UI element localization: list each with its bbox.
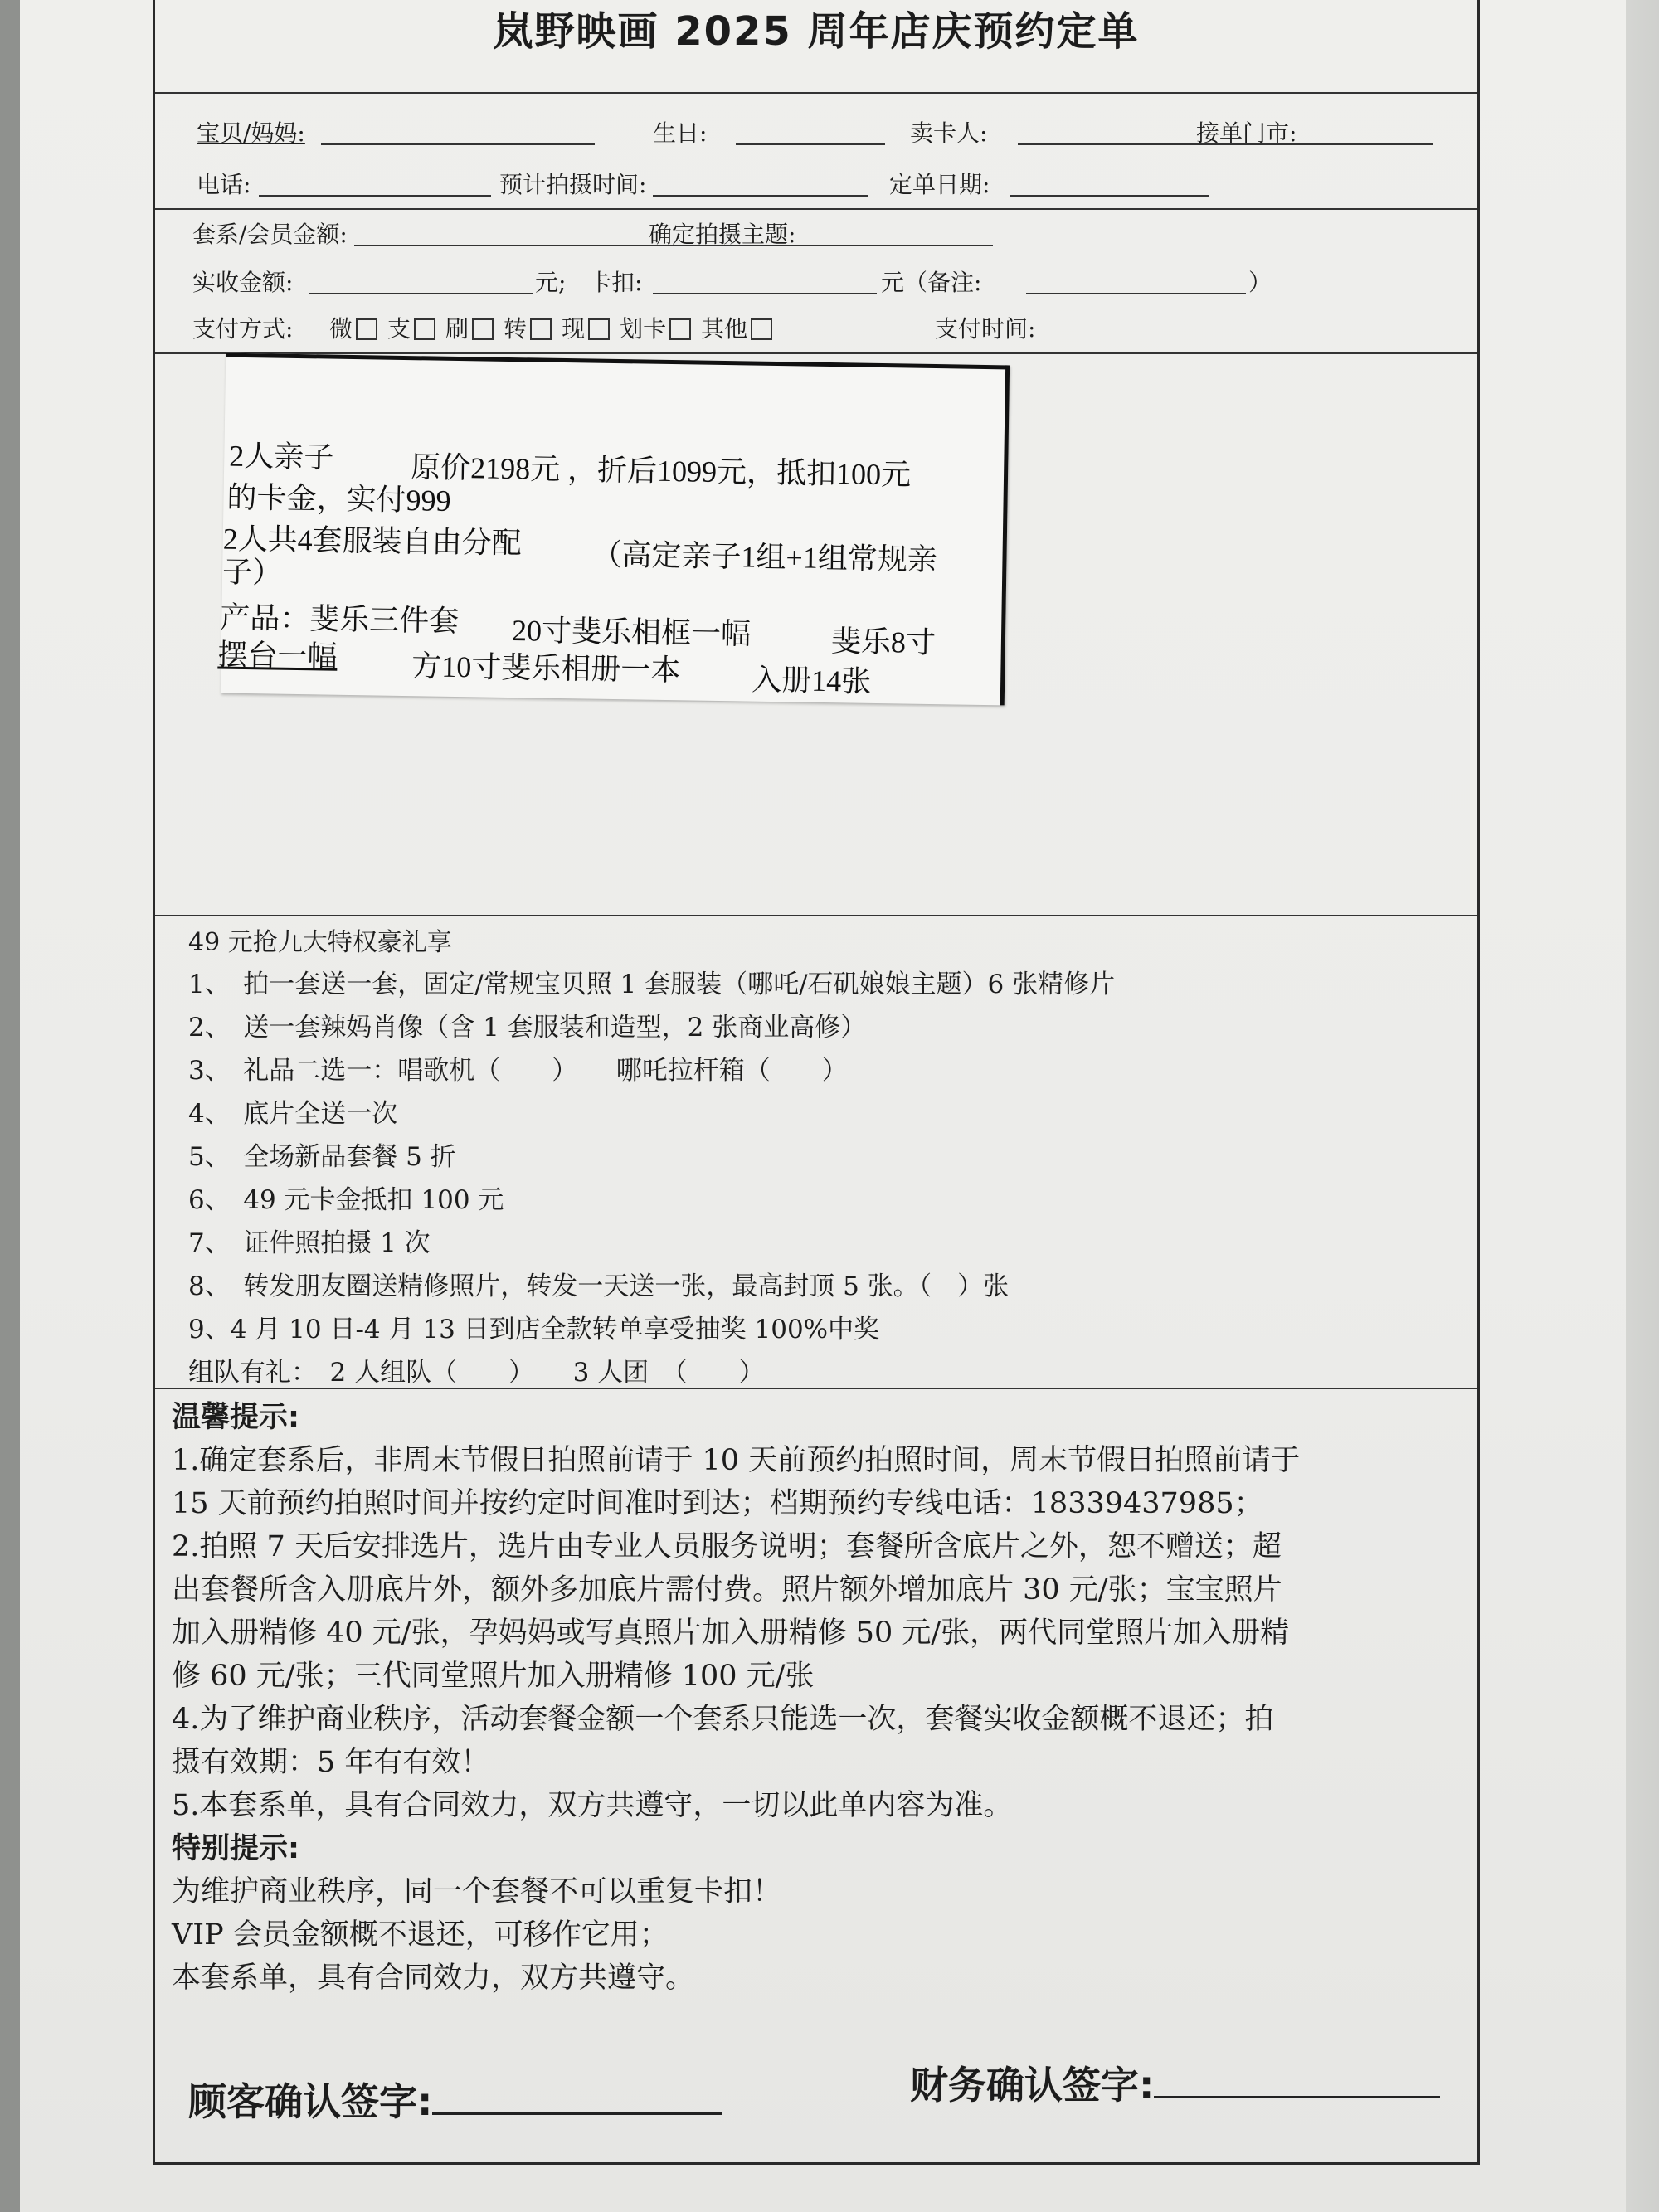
finance-signature-line[interactable] bbox=[1154, 2091, 1440, 2098]
shoot-time-field[interactable] bbox=[653, 195, 868, 197]
privilege-item: 3、 礼品二选一：唱歌机（ ） 哪吒拉杆箱（ ） bbox=[188, 1056, 848, 1086]
card-deduct-field[interactable] bbox=[653, 293, 877, 294]
shoot-time-label: 预计拍摄时间: bbox=[499, 171, 647, 198]
tip-line: 5.本套系单，具有合同效力，双方共遵守，一切以此单内容为准。 bbox=[172, 1789, 1013, 1822]
clip-line: 子） bbox=[221, 555, 283, 590]
clip-line: 2人亲子 bbox=[229, 439, 334, 474]
tip-line: 1.确定套系后，非周末节假日拍照前请于 10 天前预约拍照时间，周末节假日拍照前请于 bbox=[172, 1444, 1301, 1477]
clip-line: 原价2198元 ，折后1099元，抵扣100元 bbox=[410, 450, 912, 492]
theme-label: 确定拍摄主题: bbox=[649, 221, 796, 248]
card-deduct-label: 卡扣: bbox=[588, 269, 643, 296]
paid-amount-label: 实收金额: bbox=[192, 269, 294, 296]
privilege-item: 9、4 月 10 日-4 月 13 日到店全款转单享受抽奖 100%中奖 bbox=[188, 1315, 880, 1344]
package-amount-label: 套系/会员金额: bbox=[192, 221, 348, 248]
customer-signature bbox=[188, 2072, 722, 2127]
remark-close: ） bbox=[1248, 269, 1272, 296]
tip-line: 2.拍照 7 天后安排选片，选片由专业人员服务说明；套餐所含底片之外，恕不赠送；超 bbox=[172, 1530, 1282, 1563]
pay-option-other: 其他 bbox=[701, 315, 748, 343]
clip-line: 20寸斐乐相框一幅 bbox=[511, 614, 752, 651]
privilege-item: 5、 全场新品套餐 5 折 bbox=[188, 1142, 456, 1172]
pay-option-swipe-card: 划卡 bbox=[620, 315, 667, 343]
form-title: 岚野映画 2025 周年店庆预约定单 bbox=[493, 8, 1140, 55]
clip-line: 摆台一幅 bbox=[217, 638, 338, 673]
store-label: 接单门市: bbox=[1196, 119, 1297, 147]
clip-line: 入册14张 bbox=[751, 663, 872, 698]
privileges-heading: 49 元抢九大特权豪礼享 bbox=[188, 928, 452, 957]
payment-method-label: 支付方式: bbox=[192, 315, 294, 343]
tips-heading: 温馨提示: bbox=[172, 1401, 299, 1434]
paid-amount-field[interactable] bbox=[309, 293, 533, 294]
divider bbox=[155, 352, 1477, 354]
clip-line: 的卡金，实付999 bbox=[226, 480, 451, 518]
pay-option-card: 刷 bbox=[445, 315, 469, 343]
divider bbox=[155, 1388, 1477, 1389]
finance-signature-label: 财务确认签字: bbox=[910, 2063, 1155, 2107]
payment-options bbox=[329, 311, 782, 344]
yuan-label: 元; bbox=[535, 269, 567, 296]
clip-line: 斐乐8寸 bbox=[830, 625, 937, 660]
tip-line: 摄有效期：5 年有有效！ bbox=[172, 1746, 490, 1779]
birthday-label: 生日: bbox=[653, 119, 708, 147]
pay-checkbox-alipay[interactable] bbox=[414, 318, 435, 340]
pay-checkbox-cash[interactable] bbox=[588, 318, 610, 340]
package-clipping bbox=[217, 353, 1010, 706]
privilege-item: 2、 送一套辣妈肖像（含 1 套服装和造型，2 张商业高修） bbox=[188, 1013, 867, 1043]
special-line: VIP 会员金额概不退还，可移作它用； bbox=[172, 1918, 669, 1952]
special-line: 本套系单，具有合同效力，双方共遵守。 bbox=[172, 1962, 695, 1995]
team-gift-line: 组队有礼： 2 人组队（ ） 3 人团 （ ） bbox=[188, 1358, 765, 1388]
phone-label: 电话: bbox=[197, 171, 251, 198]
baby-mom-label: 宝贝/妈妈: bbox=[197, 119, 305, 147]
pay-checkbox-card[interactable] bbox=[472, 318, 494, 340]
special-heading: 特别提示: bbox=[172, 1832, 299, 1865]
pay-option-cash: 现 bbox=[562, 315, 586, 343]
pay-checkbox-transfer[interactable] bbox=[530, 318, 552, 340]
privilege-item: 7、 证件照拍摄 1 次 bbox=[188, 1228, 431, 1258]
tip-line: 加入册精修 40 元/张，孕妈妈或写真照片加入册精修 50 元/张，两代同堂照片加入册精 bbox=[172, 1616, 1290, 1650]
customer-signature-line[interactable] bbox=[432, 2107, 722, 2115]
special-line: 为维护商业秩序，同一个套餐不可以重复卡扣！ bbox=[172, 1875, 782, 1908]
tip-line: 修 60 元/张；三代同堂照片加入册精修 100 元/张 bbox=[172, 1660, 815, 1693]
privilege-item: 6、 49 元卡金抵扣 100 元 bbox=[188, 1185, 504, 1215]
divider bbox=[155, 92, 1477, 94]
pay-option-transfer: 转 bbox=[504, 315, 528, 343]
pay-option-wechat: 微 bbox=[329, 315, 353, 343]
pay-checkbox-swipe-card[interactable] bbox=[669, 318, 691, 340]
tip-line: 4.为了维护商业秩序，活动套餐金额一个套系只能选一次，套餐实收金额概不退还；拍 bbox=[172, 1703, 1274, 1736]
birthday-field[interactable] bbox=[736, 143, 885, 145]
order-date-field[interactable] bbox=[1010, 195, 1209, 197]
pay-checkbox-wechat[interactable] bbox=[356, 318, 377, 340]
privilege-item: 4、 底片全送一次 bbox=[188, 1099, 398, 1129]
clip-line: 产品：斐乐三件套 bbox=[219, 600, 460, 639]
tip-line: 出套餐所含入册底片外，额外多加底片需付费。照片额外增加底片 30 元/张；宝宝照片 bbox=[172, 1573, 1282, 1607]
pay-time-label: 支付时间: bbox=[935, 315, 1036, 343]
customer-signature-label: 顾客确认签字: bbox=[188, 2079, 433, 2124]
phone-field[interactable] bbox=[259, 195, 491, 197]
tips-section bbox=[172, 1396, 1461, 2000]
paper-sheet bbox=[20, 0, 1626, 2212]
divider bbox=[155, 208, 1477, 210]
pay-checkbox-other[interactable] bbox=[751, 318, 772, 340]
baby-mom-field[interactable] bbox=[321, 143, 595, 145]
remark-label: 元（备注: bbox=[881, 269, 982, 296]
privilege-item: 8、 转发朋友圈送精修照片，转发一天送一张，最高封顶 5 张。（ ）张 bbox=[188, 1271, 1010, 1301]
order-form bbox=[153, 0, 1480, 2165]
clip-line: （高定亲子1组+1组常规亲 bbox=[591, 537, 938, 577]
finance-signature bbox=[910, 2055, 1440, 2110]
clip-line: 方10寸斐乐相册一本 bbox=[411, 649, 681, 688]
remark-field[interactable] bbox=[1026, 293, 1246, 294]
privilege-item: 1、 拍一套送一套，固定/常规宝贝照 1 套服装（哪吒/石矶娘娘主题）6 张精修片 bbox=[188, 970, 1116, 999]
tip-line: 15 天前预约拍照时间并按约定时间准时到达；档期预约专线电话：18339437985； bbox=[172, 1487, 1263, 1520]
clip-line: 2人共4套服装自由分配 bbox=[222, 522, 523, 561]
order-date-label: 定单日期: bbox=[889, 171, 990, 198]
pay-option-alipay: 支 bbox=[387, 315, 411, 343]
divider bbox=[155, 915, 1477, 916]
seller-label: 卖卡人: bbox=[910, 119, 988, 147]
